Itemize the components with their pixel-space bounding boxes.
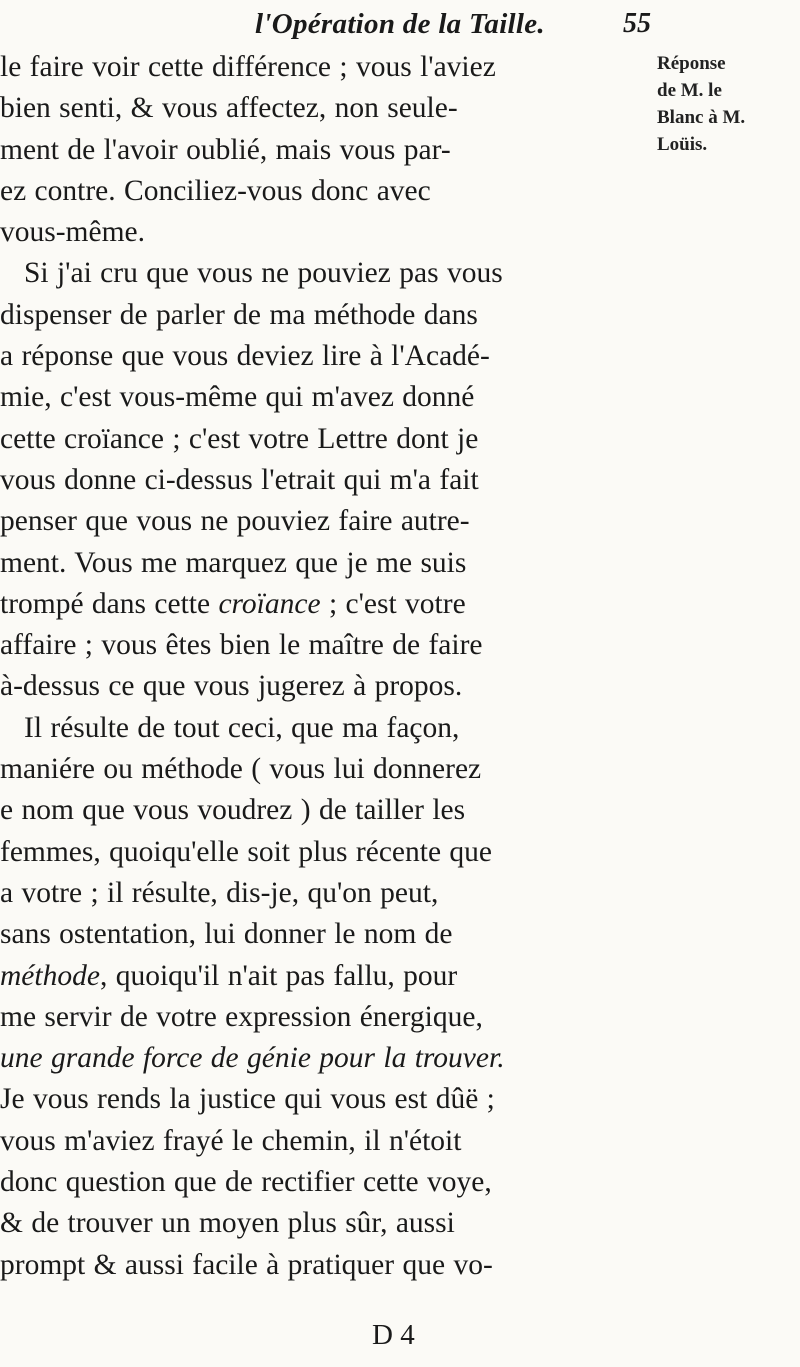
- text-segment: ; c'est votre: [320, 587, 466, 620]
- text-line: cette croïance ; c'est votre Lettre dont je: [0, 422, 479, 455]
- signature-mark: D 4: [372, 1319, 415, 1351]
- text-line: prompt & aussi facile à pratiquer que vo-: [0, 1248, 493, 1281]
- margin-note-line: Réponse: [657, 53, 726, 74]
- text-line: sans ostentation, lui donner le nom de: [0, 918, 453, 951]
- italic-text: une grande force de génie pour la trouver.: [0, 1042, 505, 1075]
- text-line: maniére ou méthode ( vous lui donnerez: [0, 753, 482, 786]
- text-line: Si j'ai cru que vous ne pouviez pas vous: [24, 257, 503, 290]
- text-line: dispenser de parler de ma méthode dans: [0, 298, 478, 331]
- page-number: 55: [623, 8, 651, 39]
- text-line: [0, 956, 720, 997]
- italic-text: croïance: [218, 587, 321, 620]
- text-line: e nom que vous voudrez ) de tailler les: [0, 794, 466, 827]
- text-line: femmes, quoiqu'elle soit plus récente que: [0, 835, 493, 868]
- text-line: ment de l'avoir oublié, mais vous par-: [0, 133, 451, 166]
- text-line: ment. Vous me marquez que je me suis: [0, 546, 467, 579]
- text-line: affaire ; vous êtes bien le maître de faire: [0, 629, 483, 662]
- text-line: le faire voir cette différence ; vous l'aviez: [0, 51, 496, 83]
- text-line: vous m'aviez frayé le chemin, il n'étoit: [0, 1124, 462, 1157]
- text-line: a votre ; il résulte, dis-je, qu'on peut,: [0, 876, 439, 909]
- italic-text: méthode: [0, 959, 100, 992]
- text-line: à-dessus ce que vous jugerez à propos.: [0, 670, 463, 703]
- text-line: Je vous rends la justice qui vous est dûë ;: [0, 1083, 495, 1116]
- text-line: Il résulte de tout ceci, que ma façon,: [24, 711, 460, 744]
- text-segment: trompé dans cette: [0, 587, 219, 620]
- margin-note-line: de M. le: [657, 80, 722, 101]
- text-line: mie, c'est vous-même qui m'avez donné: [0, 381, 475, 414]
- text-line: me servir de votre expression énergique,: [0, 1000, 483, 1033]
- margin-note-line: Blanc à M.: [657, 107, 746, 128]
- text-line: [0, 584, 720, 625]
- page-header: [0, 6, 800, 48]
- text-segment: , quoiqu'il n'ait pas fallu, pour: [99, 959, 458, 992]
- text-line: vous-même.: [0, 216, 146, 249]
- body-text: [0, 47, 720, 1286]
- text-line: vous donne ci-dessus l'etrait qui m'a fait: [0, 463, 479, 496]
- margin-note-line: Loüis.: [657, 134, 708, 155]
- running-title: l'Opération de la Taille.: [255, 8, 545, 40]
- text-line: donc question que de rectifier cette voye,: [0, 1166, 492, 1199]
- text-line: penser que vous ne pouviez faire autre-: [0, 505, 470, 538]
- text-line: [0, 1038, 720, 1079]
- text-line: bien senti, & vous affectez, non seule-: [0, 92, 458, 125]
- text-line: & de trouver un moyen plus sûr, aussi: [0, 1207, 455, 1240]
- text-line: ez contre. Conciliez-vous donc avec: [0, 174, 431, 207]
- text-line: a réponse que vous deviez lire à l'Acadé-: [0, 340, 490, 373]
